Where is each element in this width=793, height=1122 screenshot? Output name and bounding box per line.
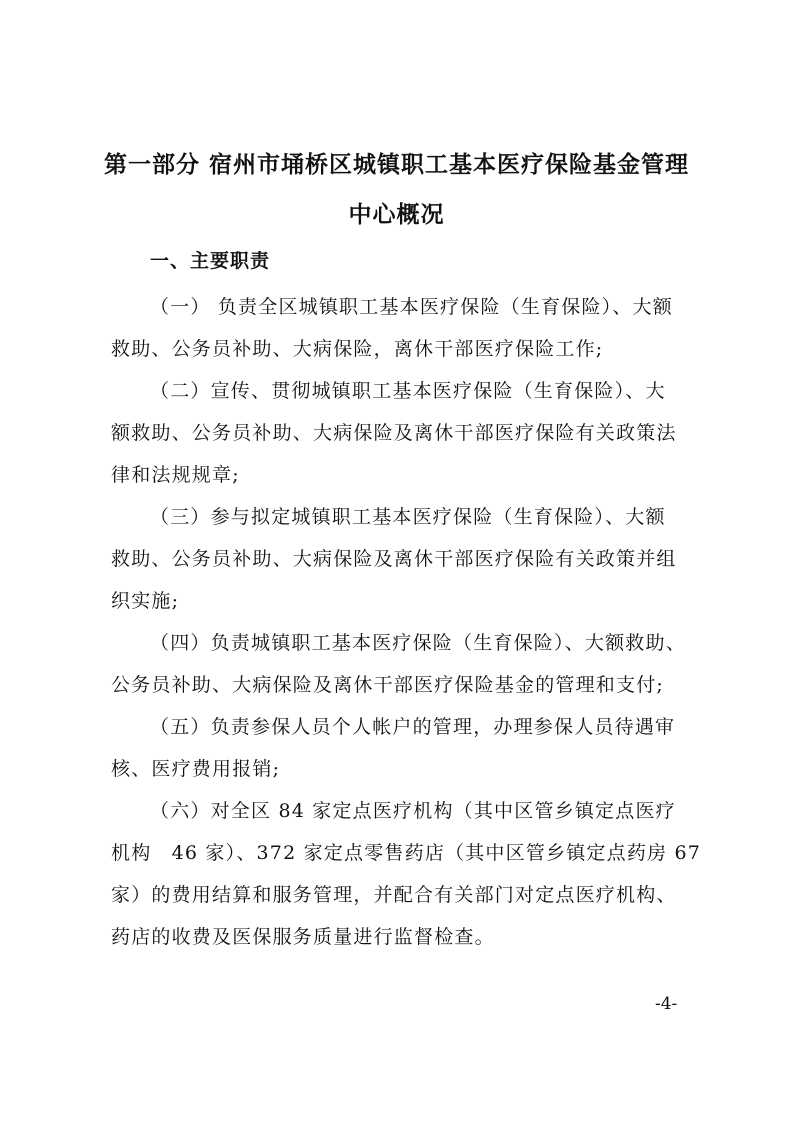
document-title-line-1: 第一部分 宿州市埇桥区城镇职工基本医疗保险基金管理	[103, 152, 689, 178]
paragraph-line: 律和法规规章;	[111, 464, 240, 486]
paragraph-line: 额救助、公务员补助、大病保险及离休干部医疗保险有关政策法	[111, 422, 677, 444]
paragraph-line: 核、医疗费用报销;	[111, 758, 281, 780]
paragraph-line: （四）负责城镇职工基本医疗保险（生育保险）、大额救助、	[150, 632, 686, 654]
paragraph-line: （六）对全区 84 家定点医疗机构（其中区管乡镇定点医疗	[150, 800, 676, 822]
paragraph-line: 救助、公务员补助、大病保险及离休干部医疗保险有关政策并组	[111, 548, 677, 570]
paragraph-line: 公务员补助、大病保险及离休干部医疗保险基金的管理和支付;	[111, 674, 665, 696]
paragraph-line: （二）宣传、贯彻城镇职工基本医疗保险（生育保险）、大	[150, 380, 666, 402]
paragraph-line: （三）参与拟定城镇职工基本医疗保险（生育保险）、大额	[150, 506, 666, 528]
paragraph-line: （五）负责参保人员个人帐户的管理，办理参保人员待遇审	[150, 716, 676, 738]
paragraph-line: 药店的收费及医保服务质量进行监督检查。	[111, 926, 495, 948]
section-heading: 一、主要职责	[150, 250, 271, 272]
paragraph-line: （一） 负责全区城镇职工基本医疗保险（生育保险）、大额	[150, 296, 673, 318]
paragraph-line: 救助、公务员补助、大病保险，离休干部医疗保险工作;	[111, 338, 604, 360]
paragraph-line: 家）的费用结算和服务管理，并配合有关部门对定点医疗机构、	[111, 884, 677, 906]
paragraph-line: 织实施;	[111, 590, 180, 612]
page-number: -4-	[655, 994, 678, 1014]
paragraph-line: 机构 46 家）、372 家定点零售药店（其中区管乡镇定点药房 67	[111, 842, 702, 864]
document-title-line-2: 中心概况	[348, 202, 445, 228]
